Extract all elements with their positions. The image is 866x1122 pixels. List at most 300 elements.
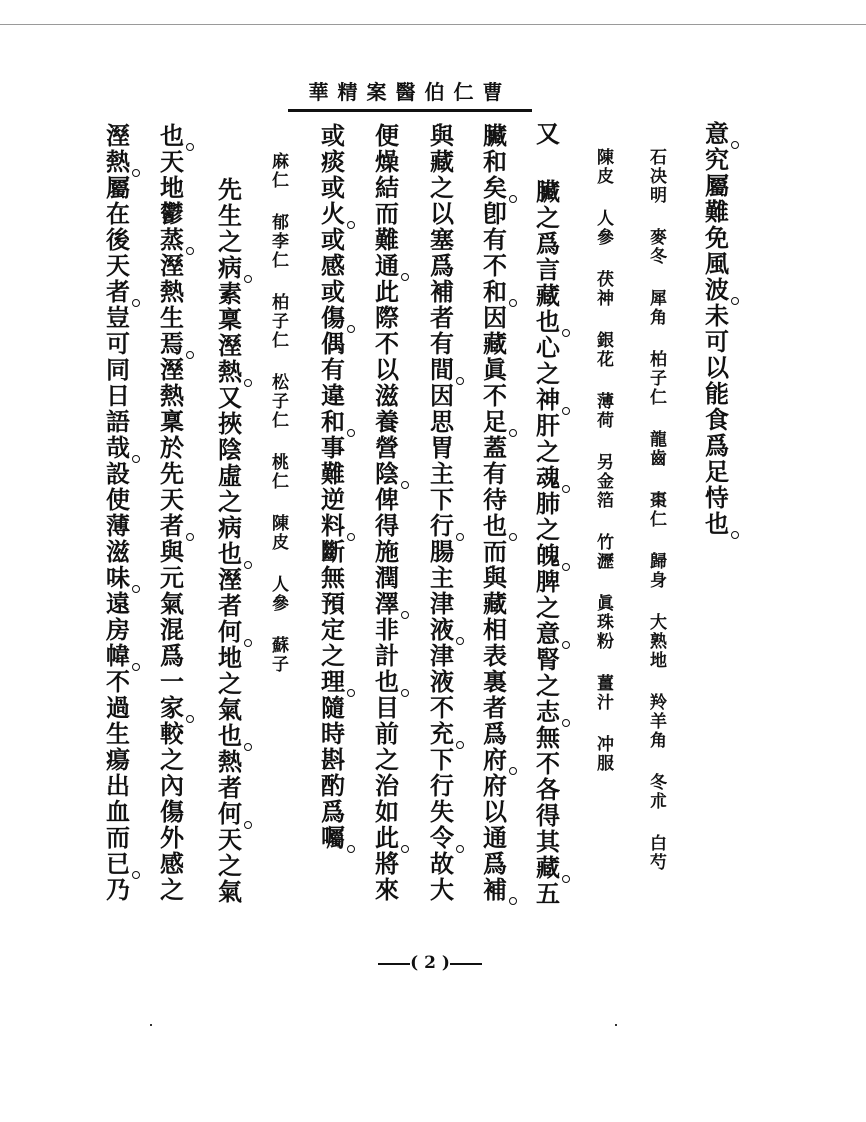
character: 施	[375, 537, 399, 566]
character: 生	[106, 719, 130, 748]
character: 目	[375, 693, 399, 722]
character: 燥	[375, 147, 399, 176]
punctuation-circle	[132, 169, 140, 177]
character: 使	[106, 485, 130, 514]
character: 之	[218, 669, 242, 698]
character: 臟	[536, 177, 560, 206]
character: 已	[105, 852, 131, 878]
character: 下	[430, 745, 454, 774]
character: 之	[536, 593, 560, 622]
punctuation-circle	[186, 143, 194, 151]
character: 補	[482, 878, 508, 904]
character: 預	[321, 589, 345, 618]
character: 爲	[160, 641, 184, 670]
character: 熱	[160, 381, 184, 410]
herb-item: 羚羊角	[646, 693, 666, 750]
herb-item: 白芍	[646, 834, 666, 872]
character: 便	[375, 121, 399, 150]
character: 可	[705, 327, 729, 356]
character: 感	[160, 849, 184, 878]
punctuation-circle	[731, 297, 739, 305]
text-column-4	[429, 121, 455, 904]
text-column-7	[217, 175, 243, 906]
character: 違	[321, 381, 345, 410]
text-column-2	[535, 119, 561, 908]
character: 補	[430, 277, 454, 306]
herb-item: 茯神	[593, 270, 613, 308]
character: 有	[430, 329, 454, 358]
character: 結	[375, 173, 399, 202]
character: 行	[430, 771, 454, 800]
character: 溼	[106, 121, 130, 150]
character: 其	[536, 827, 560, 856]
page-footer	[360, 953, 500, 973]
character: 生	[160, 303, 184, 332]
herb-item: 人參	[593, 209, 613, 247]
character: 無	[321, 563, 345, 592]
punctuation-circle	[731, 531, 739, 539]
character: 主	[430, 563, 454, 592]
prescription-column-1	[646, 148, 665, 895]
herb-item: 龍齒	[646, 430, 666, 468]
character: 相	[483, 615, 507, 644]
character: 之	[218, 227, 242, 256]
herb-item: 眞珠粉	[593, 594, 613, 651]
character: 營	[375, 433, 399, 462]
character: 溼	[218, 565, 242, 594]
character: 不	[106, 667, 130, 696]
character: 出	[106, 771, 130, 800]
character: 主	[430, 459, 454, 488]
punctuation-circle	[347, 325, 355, 333]
character: 哉	[105, 436, 131, 462]
punctuation-circle	[347, 221, 355, 229]
character: 陰	[218, 435, 242, 464]
character: 際	[375, 303, 399, 332]
character: 隨	[321, 693, 345, 722]
character: 氣	[160, 589, 184, 618]
character: 液	[429, 618, 455, 644]
character: 無	[536, 723, 560, 752]
character: 者	[483, 693, 507, 722]
character: 在	[106, 199, 130, 228]
character: 熱	[105, 150, 131, 176]
character: 究	[705, 145, 729, 174]
punctuation-circle	[186, 533, 194, 541]
punctuation-circle	[347, 689, 355, 697]
character: 同	[106, 355, 130, 384]
character: 府	[482, 748, 508, 774]
character: 火	[320, 202, 346, 228]
character: 痰	[321, 147, 345, 176]
character: 可	[106, 329, 130, 358]
character: 爲	[321, 797, 345, 826]
character: 較	[160, 719, 184, 748]
character: 薄	[106, 511, 130, 540]
character: 熱	[160, 277, 184, 306]
character: 乃	[106, 875, 130, 904]
character: 之	[536, 203, 560, 232]
character: 血	[106, 797, 130, 826]
character: 天	[106, 251, 130, 280]
character: 俾	[375, 485, 399, 514]
character: 潤	[375, 563, 399, 592]
character: 傷	[320, 306, 346, 332]
punctuation-circle	[562, 641, 570, 649]
punctuation-circle	[244, 275, 252, 283]
punctuation-circle	[132, 299, 140, 307]
punctuation-circle	[401, 273, 409, 281]
character: 之	[160, 745, 184, 774]
punctuation-circle	[562, 329, 570, 337]
character: 之	[536, 671, 560, 700]
character: 之	[321, 641, 345, 670]
character: 遠	[106, 589, 130, 618]
character: 間	[429, 358, 455, 384]
character: 稟	[160, 407, 184, 436]
character: 或	[321, 225, 345, 254]
character: 混	[160, 615, 184, 644]
character: 氣	[218, 695, 242, 724]
punctuation-circle	[562, 407, 570, 415]
character: 藏	[483, 589, 507, 618]
character: 因	[483, 303, 507, 332]
character: 熱	[218, 747, 242, 776]
character: 偶	[321, 329, 345, 358]
herb-item: 郁李仁	[268, 213, 288, 270]
herb-item: 大熟地	[646, 613, 666, 670]
character: 胃	[430, 433, 454, 462]
character: 五	[536, 879, 560, 908]
character: 爲	[483, 849, 507, 878]
character: 之	[218, 851, 242, 880]
character: 志	[535, 700, 561, 726]
punctuation-circle	[509, 897, 517, 905]
character: 如	[375, 797, 399, 826]
herb-item: 石决明	[646, 148, 666, 205]
character: 何	[217, 802, 243, 828]
character: 斟	[321, 745, 345, 774]
herb-item: 桃仁	[268, 453, 288, 491]
character: 脾	[536, 567, 560, 596]
character: 得	[375, 511, 399, 540]
punctuation-circle	[244, 743, 252, 751]
character: 不	[536, 749, 560, 778]
character: 難	[375, 225, 399, 254]
character: 又	[536, 119, 560, 148]
herb-item: 冬朮	[646, 773, 666, 811]
character: 養	[375, 407, 399, 436]
character: 治	[375, 771, 399, 800]
character: 溼	[218, 331, 242, 360]
character: 外	[160, 823, 184, 852]
footer-dash-left	[378, 963, 410, 965]
punctuation-circle	[132, 871, 140, 879]
character: 裏	[483, 667, 507, 696]
character: 之	[536, 515, 560, 544]
scan-speck	[150, 1024, 152, 1026]
character: 令	[429, 826, 455, 852]
character: 肝	[536, 411, 560, 440]
character: 能	[705, 379, 729, 408]
punctuation-circle	[401, 481, 409, 489]
punctuation-circle	[509, 533, 517, 541]
character: 或	[321, 173, 345, 202]
character: 魂	[535, 466, 561, 492]
character: 卽	[483, 199, 507, 228]
character: 蓋	[483, 433, 507, 462]
character: 津	[430, 641, 454, 670]
character: 何	[217, 620, 243, 646]
character: 待	[483, 485, 507, 514]
character: 難	[705, 197, 729, 226]
character: 事	[321, 433, 345, 462]
character: 計	[375, 641, 399, 670]
character: 有	[483, 225, 507, 254]
herb-item: 松子仁	[268, 373, 288, 430]
character: 與	[160, 537, 184, 566]
character: 元	[160, 563, 184, 592]
character: 和	[320, 410, 346, 436]
character: 病	[218, 513, 242, 542]
character: 風	[705, 249, 729, 278]
character: 先	[160, 459, 184, 488]
character: 波	[704, 278, 730, 304]
character: 定	[321, 615, 345, 644]
punctuation-circle	[244, 821, 252, 829]
character: 爲	[536, 229, 560, 258]
character: 與	[483, 563, 507, 592]
character: 之	[536, 359, 560, 388]
character: 溼	[160, 355, 184, 384]
character: 幃	[105, 644, 131, 670]
character: 因	[430, 381, 454, 410]
character: 也	[374, 670, 400, 696]
running-header-title: 華精案醫伯仁曹	[288, 76, 532, 112]
character: 感	[321, 251, 345, 280]
punctuation-circle	[731, 141, 739, 149]
punctuation-circle	[401, 689, 409, 697]
character: 足	[482, 410, 508, 436]
punctuation-circle	[562, 875, 570, 883]
character: 虛	[218, 461, 242, 490]
character: 也	[704, 512, 730, 538]
character: 者	[430, 303, 454, 332]
top-rule	[0, 24, 866, 25]
character: 塞	[430, 225, 454, 254]
character: 臟	[483, 121, 507, 150]
punctuation-circle	[186, 247, 194, 255]
character: 時	[321, 719, 345, 748]
character: 言	[536, 255, 560, 284]
character: 天	[160, 147, 184, 176]
character: 以	[375, 355, 399, 384]
character: 足	[705, 457, 729, 486]
scan-speck	[615, 1024, 617, 1026]
punctuation-circle	[132, 455, 140, 463]
character: 以	[705, 353, 729, 382]
character: 以	[430, 199, 454, 228]
character: 和	[482, 280, 508, 306]
character: 鬱	[160, 199, 184, 228]
character: 也	[217, 724, 243, 750]
character: 於	[160, 433, 184, 462]
character: 之	[430, 173, 454, 202]
character: 滋	[106, 537, 130, 566]
punctuation-circle	[401, 611, 409, 619]
herb-item: 柏子仁	[646, 350, 666, 407]
punctuation-circle	[456, 741, 464, 749]
punctuation-circle	[562, 485, 570, 493]
character: 以	[483, 797, 507, 826]
character: 不	[375, 329, 399, 358]
character: 家	[159, 696, 185, 722]
text-column-8	[159, 121, 185, 904]
character: 大	[430, 875, 454, 904]
herb-item: 冲服	[593, 735, 613, 773]
punctuation-circle	[132, 585, 140, 593]
character: 不	[483, 381, 507, 410]
character: 生	[218, 201, 242, 230]
herb-item: 另金箔	[593, 453, 613, 510]
character: 地	[218, 643, 242, 672]
character: 有	[321, 355, 345, 384]
character: 先	[218, 175, 242, 204]
punctuation-circle	[347, 845, 355, 853]
character: 之	[536, 437, 560, 466]
character: 藏	[483, 329, 507, 358]
character: 非	[375, 615, 399, 644]
punctuation-circle	[401, 845, 409, 853]
character: 和	[483, 147, 507, 176]
herb-item: 棗仁	[646, 491, 666, 529]
character: 來	[375, 875, 399, 904]
character: 充	[429, 722, 455, 748]
character: 行	[429, 514, 455, 540]
character: 之	[375, 745, 399, 774]
character: 思	[430, 407, 454, 436]
character: 房	[106, 615, 130, 644]
text-column-9	[105, 121, 131, 904]
character: 味	[105, 566, 131, 592]
herb-item: 竹瀝	[593, 533, 613, 571]
character: 囑	[320, 826, 346, 852]
punctuation-circle	[347, 429, 355, 437]
herb-item: 人參	[268, 575, 288, 613]
character: 難	[321, 459, 345, 488]
character: 藏	[535, 856, 561, 882]
character: 屬	[705, 171, 729, 200]
character: 之	[160, 875, 184, 904]
herb-item: 薑汁	[593, 674, 613, 712]
character: 溼	[160, 251, 184, 280]
character: 矣	[482, 176, 508, 202]
character: 之	[218, 487, 242, 516]
character: 神	[535, 388, 561, 414]
character: 府	[483, 771, 507, 800]
character: 澤	[374, 592, 400, 618]
punctuation-circle	[456, 533, 464, 541]
character: 者	[159, 514, 185, 540]
herb-item: 銀花	[593, 331, 613, 369]
character: 不	[430, 693, 454, 722]
character: 眞	[483, 355, 507, 384]
text-column-6	[320, 121, 346, 852]
punctuation-circle	[562, 719, 570, 727]
character: 爲	[705, 431, 729, 460]
character: 不	[483, 251, 507, 280]
character: 有	[483, 459, 507, 488]
character: 地	[160, 173, 184, 202]
character: 故	[430, 849, 454, 878]
character: 意	[704, 122, 730, 148]
character: 也	[482, 514, 508, 540]
punctuation-circle	[132, 663, 140, 671]
punctuation-circle	[562, 563, 570, 571]
character: 或	[321, 121, 345, 150]
character: 食	[705, 405, 729, 434]
character: 素	[218, 279, 242, 308]
character: 也	[217, 542, 243, 568]
character: 表	[483, 641, 507, 670]
herb-item: 陳皮	[593, 148, 613, 186]
character: 理	[320, 670, 346, 696]
herb-item: 蘇子	[268, 636, 288, 674]
character: 未	[705, 301, 729, 330]
character: 失	[430, 797, 454, 826]
character: 藏	[430, 147, 454, 176]
character: 氣	[218, 877, 242, 906]
punctuation-circle	[186, 715, 194, 723]
punctuation-circle	[456, 845, 464, 853]
prescription-column-3	[268, 152, 287, 697]
punctuation-circle	[456, 637, 464, 645]
character: 而	[483, 537, 507, 566]
character: 豈	[106, 303, 130, 332]
character: 通	[483, 823, 507, 852]
character: 也	[535, 310, 561, 336]
character: 意	[535, 622, 561, 648]
character: 而	[106, 823, 130, 852]
punctuation-circle	[509, 767, 517, 775]
herb-item: 歸身	[646, 552, 666, 590]
character: 日	[106, 381, 130, 410]
character: 傷	[160, 797, 184, 826]
character: 斷	[321, 537, 345, 566]
punctuation-circle	[347, 533, 355, 541]
herb-item: 薄荷	[593, 392, 613, 430]
character: 瘍	[106, 745, 130, 774]
character: 津	[430, 589, 454, 618]
character: 通	[374, 254, 400, 280]
character: 者	[218, 591, 242, 620]
character: 一	[160, 667, 184, 696]
character: 語	[106, 407, 130, 436]
character: 魄	[535, 544, 561, 570]
character: 又	[218, 383, 242, 412]
character: 腸	[430, 537, 454, 566]
character: 設	[106, 459, 130, 488]
character: 各	[536, 775, 560, 804]
character: 天	[160, 485, 184, 514]
page-number: ( 2 )	[410, 953, 450, 973]
character: 者	[218, 773, 242, 802]
punctuation-circle	[186, 351, 194, 359]
punctuation-circle	[244, 639, 252, 647]
character: 免	[705, 223, 729, 252]
punctuation-circle	[244, 379, 252, 387]
character: 病	[217, 256, 243, 282]
